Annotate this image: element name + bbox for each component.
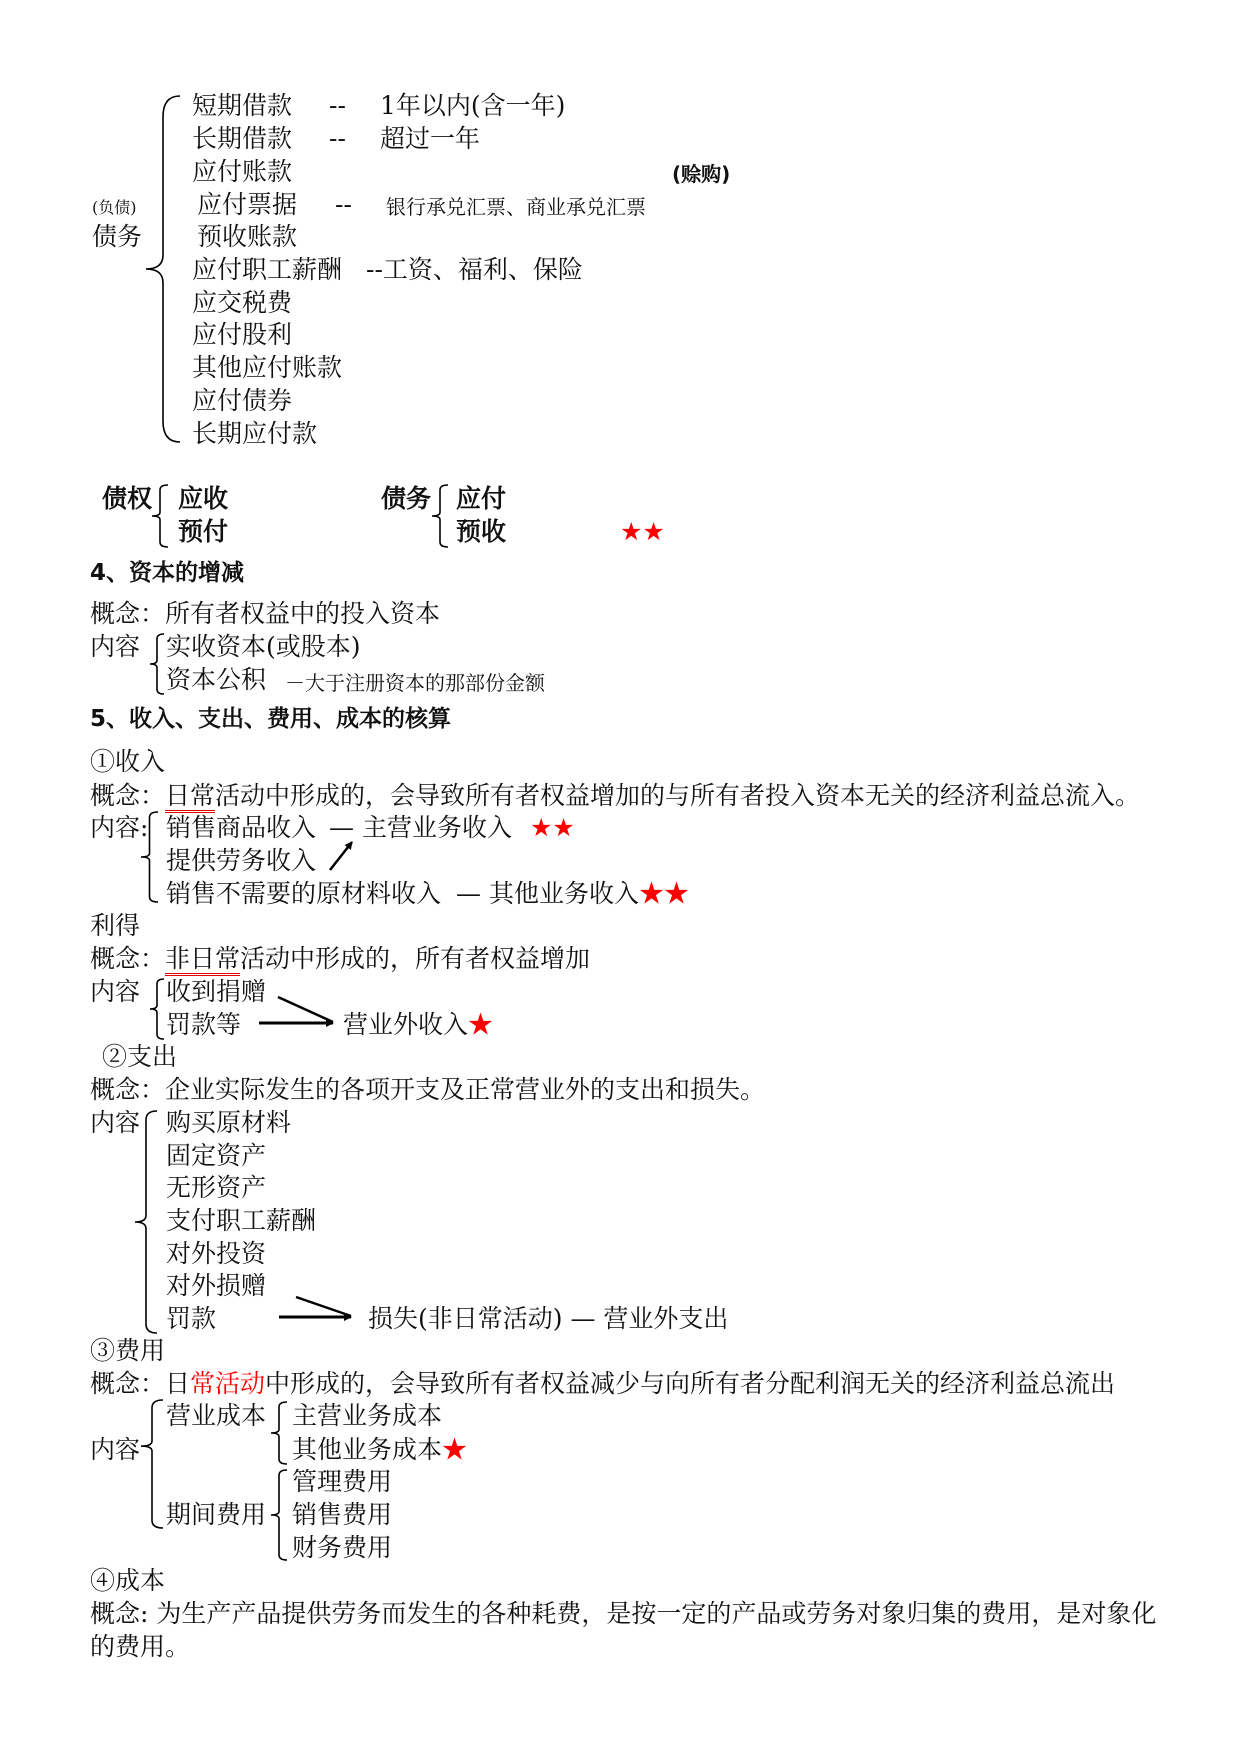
star-rating: ★ [468, 1010, 494, 1039]
concept-prefix: 概念： [90, 944, 166, 973]
credit-purchase-note: (赊购) [672, 162, 731, 186]
period-expense-item: 销售费用 [292, 1500, 393, 1529]
income-brace [141, 812, 158, 902]
result-label: 营业外收入 [343, 1010, 469, 1039]
liability-item: 应付票据 [197, 190, 298, 219]
liabilities-brace [146, 96, 180, 442]
gains-item: 罚款等 [166, 1010, 242, 1039]
concept-prefix: 概念： [90, 781, 166, 810]
income-other-result [456, 879, 689, 909]
arrow-donation-to-nonop-income [278, 997, 333, 1022]
cost-title: ④成本 [90, 1566, 166, 1595]
concept-underlined: 非日常 [165, 944, 240, 976]
concept-prefix: 概念：日 [90, 1369, 191, 1398]
capital-item: 资本公积 [166, 665, 267, 694]
gains-result [343, 1010, 493, 1040]
liability-item: 应付账款 [192, 157, 293, 186]
expenses-brace [141, 1400, 163, 1528]
liability-sep: -- [329, 91, 346, 120]
expenses-title: ③费用 [90, 1336, 166, 1365]
other-result-label: — 其他业务收入 [456, 879, 639, 908]
liability-item: 长期借款 [192, 124, 293, 153]
expenditure-brace [135, 1111, 157, 1333]
arrow-service-to-main-income [330, 842, 352, 870]
expenditure-item: 固定资产 [166, 1141, 267, 1170]
operating-cost-label: 营业成本 [166, 1401, 267, 1430]
income-item: 销售不需要的原材料收入 [166, 879, 442, 908]
liability-item: 其他应付账款 [192, 353, 343, 382]
star-rating: ★ [442, 1435, 468, 1464]
gains-title: 利得 [90, 911, 141, 940]
income-title: ①收入 [90, 747, 166, 776]
period-expense-brace [271, 1470, 287, 1560]
gains-concept [90, 944, 590, 974]
capital-note: －大于注册资本的那部份金额 [285, 671, 545, 695]
capital-concept: 概念：所有者权益中的投入资本 [90, 599, 441, 628]
income-item: 销售商品收入 [166, 813, 317, 842]
concept-rest: 活动中形成的，所有者权益增加 [240, 944, 591, 973]
liability-sep: -- [329, 124, 346, 153]
concept-rest: 活动中形成的，会导致所有者权益增加的与所有者投入资本无关的经济利益总流入。 [215, 781, 1141, 810]
capital-brace [150, 634, 164, 694]
period-expense-item: 财务费用 [292, 1533, 393, 1562]
expenses-concept [90, 1369, 1115, 1399]
debtor-label: 债务 [381, 484, 432, 513]
liability-note: --工资、福利、保险 [366, 255, 583, 284]
section-heading-accounting: 5、收入、支出、费用、成本的核算 [90, 706, 452, 732]
concept-underlined: 日常 [165, 781, 215, 813]
star-rating: ★★ [638, 879, 689, 908]
liability-item: 长期应付款 [192, 419, 318, 448]
liability-item: 应交税费 [192, 288, 293, 317]
concept-highlight: 常活动 [190, 1369, 266, 1398]
gains-item: 收到捐赠 [166, 977, 267, 1006]
expenditure-concept: 概念：企业实际发生的各项开支及正常营业外的支出和损失。 [90, 1075, 766, 1104]
debtor-brace [432, 485, 448, 547]
liability-sep: -- [335, 190, 352, 219]
operating-cost-item [292, 1435, 467, 1465]
liability-item: 预收账款 [197, 222, 298, 251]
star-rating: ★★ [530, 813, 575, 842]
expenditure-item: 罚款 [166, 1304, 217, 1333]
debtor-item: 应付 [456, 484, 507, 513]
arrow-donation-to-loss [296, 1297, 351, 1316]
operating-cost-brace [271, 1402, 287, 1464]
gains-brace [150, 979, 164, 1039]
income-main-result: — 主营业务收入 [329, 813, 512, 842]
income-concept [90, 781, 1140, 811]
creditor-item: 预付 [178, 517, 229, 546]
cost-concept-line: 概念: 为生产产品提供劳务而发生的各种耗费，是按一定的产品或劳务对象归集的费用，是对象化 [90, 1599, 1157, 1628]
item-label: 其他业务成本 [292, 1435, 443, 1464]
liability-item: 应付债券 [192, 386, 293, 415]
star-rating: ★★ [620, 517, 665, 546]
liabilities-label: 债务 [92, 222, 143, 251]
debtor-item: 预收 [456, 517, 507, 546]
liability-item: 应付股利 [192, 320, 293, 349]
income-content-label: 内容: [90, 813, 149, 842]
expenditure-item: 购买原材料 [166, 1108, 292, 1137]
expenditure-item: 无形资产 [166, 1173, 267, 1202]
liability-note: 超过一年 [380, 124, 481, 153]
period-expense-item: 管理费用 [292, 1467, 393, 1496]
gains-content-label: 内容 [90, 977, 141, 1006]
capital-content-label: 内容 [90, 632, 141, 661]
income-item: 提供劳务收入 [166, 846, 317, 875]
liability-item: 应付职工薪酬 [192, 255, 343, 284]
expenditure-content-label: 内容 [90, 1108, 141, 1137]
creditor-item: 应收 [178, 484, 229, 513]
period-expense-label: 期间费用 [166, 1500, 267, 1529]
concept-rest: 中形成的，会导致所有者权益减少与向所有者分配利润无关的经济利益总流出 [265, 1369, 1116, 1398]
liability-item: 短期借款 [192, 91, 293, 120]
capital-item: 实收资本(或股本) [166, 632, 361, 661]
liabilities-side-note: (负债) [92, 198, 137, 217]
operating-cost-item: 主营业务成本 [292, 1401, 443, 1430]
creditor-brace [152, 485, 168, 547]
expenditure-title: ②支出 [102, 1042, 178, 1071]
liability-note: 1年以内(含一年) [380, 91, 566, 120]
expenditure-result: 损失(非日常活动) — 营业外支出 [368, 1304, 729, 1333]
expenditure-item: 对外投资 [166, 1239, 267, 1268]
cost-concept-line: 的费用。 [90, 1632, 191, 1661]
expenses-content-label: 内容 [90, 1435, 141, 1464]
liability-note: 银行承兑汇票、商业承兑汇票 [386, 195, 646, 219]
expenditure-item: 支付职工薪酬 [166, 1206, 317, 1235]
expenditure-item: 对外损赠 [166, 1271, 267, 1300]
creditor-label: 债权 [102, 484, 153, 513]
section-heading-capital: 4、资本的增减 [90, 560, 245, 586]
